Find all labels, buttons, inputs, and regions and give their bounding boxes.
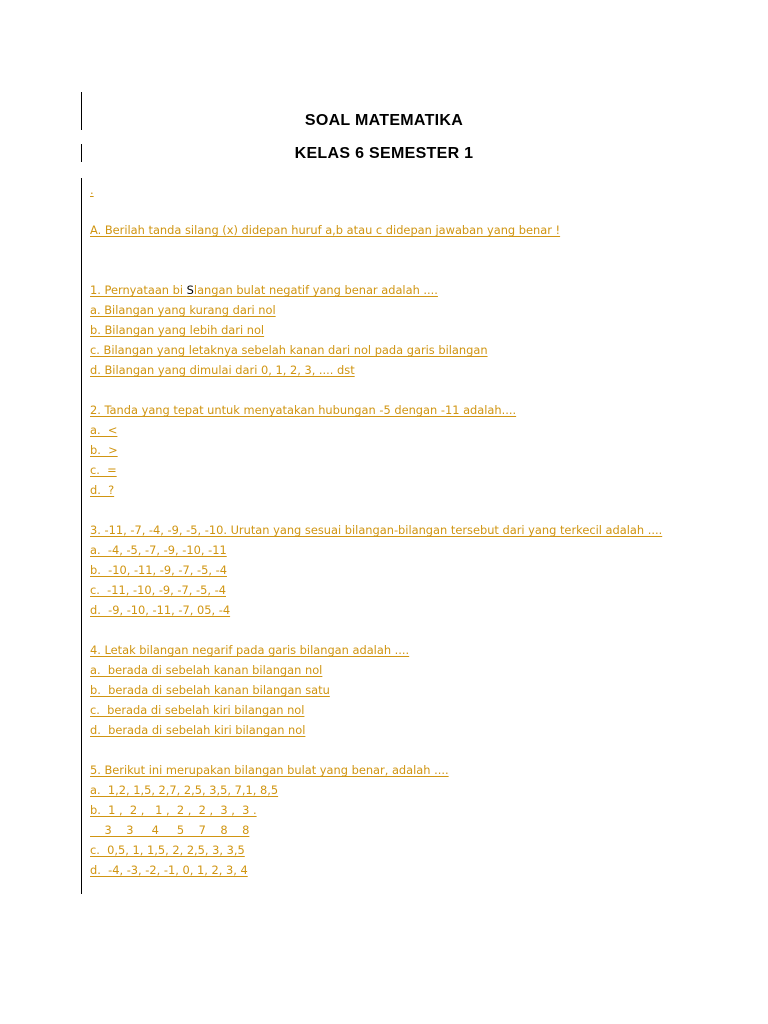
q5-option-c: c. 0,5, 1, 1,5, 2, 2,5, 3, 3,5 [90, 843, 245, 857]
question-5: 5. Berikut ini merupakan bilangan bulat yang benar, adalah .... [90, 763, 449, 777]
dot-marker: . [90, 183, 94, 197]
q5-option-a: a. 1,2, 1,5, 2,7, 2,5, 3,5, 7,1, 8,5 [90, 783, 279, 797]
q1-option-c: c. Bilangan yang letaknya sebelah kanan dari nol pada garis bilangan [90, 343, 488, 357]
q1-option-a: a. Bilangan yang kurang dari nol [90, 303, 276, 317]
q1-option-d: d. Bilangan yang dimulai dari 0, 1, 2, 3, .... dst [90, 363, 355, 377]
q5-option-b: b. 1 , 2 , 1 , 2 , 2 , 3 , 3 . [90, 803, 257, 817]
q3-option-a: a. -4, -5, -7, -9, -10, -11 [90, 543, 227, 557]
page-title: SOAL MATEMATIKA [304, 112, 464, 129]
q4-option-a: a. berada di sebelah kanan bilangan nol [90, 663, 323, 677]
q5-option-b-continued: 3 3 4 5 7 8 8 [90, 823, 250, 837]
q2-option-c: c. = [90, 463, 117, 477]
question-1-text-a: 1. Pernyataan bi [90, 283, 187, 297]
q4-option-d: d. berada di sebelah kiri bilangan nol [90, 723, 306, 737]
q2-option-b: b. > [90, 443, 118, 457]
page-subtitle: KELAS 6 SEMESTER 1 [294, 145, 474, 162]
q4-option-c: c. berada di sebelah kiri bilangan nol [90, 703, 305, 717]
q4-option-b: b. berada di sebelah kanan bilangan satu [90, 683, 330, 697]
q2-option-a: a. < [90, 423, 118, 437]
question-3: 3. -11, -7, -4, -9, -5, -10. Urutan yang sesuai bilangan-bilangan tersebut dari yang terkecil adalah .... [90, 523, 663, 537]
q3-option-c: c. -11, -10, -9, -7, -5, -4 [90, 583, 226, 597]
q3-option-d: d. -9, -10, -11, -7, 05, -4 [90, 603, 231, 617]
question-4: 4. Letak bilangan negarif pada garis bilangan adalah .... [90, 643, 410, 657]
q2-option-d: d. ? [90, 483, 115, 497]
q1-option-b: b. Bilangan yang lebih dari nol [90, 323, 265, 337]
q5-option-d: d. -4, -3, -2, -1, 0, 1, 2, 3, 4 [90, 863, 248, 877]
instruction: A. Berilah tanda silang (x) didepan huruf a,b atau c didepan jawaban yang benar ! [90, 223, 561, 237]
question-2: 2. Tanda yang tepat untuk menyatakan hubungan -5 dengan -11 adalah.... [90, 403, 517, 417]
question-1 [90, 280, 750, 300]
q3-option-b: b. -10, -11, -9, -7, -5, -4 [90, 563, 227, 577]
question-1-text-b: langan bulat negatif yang benar adalah .... [193, 283, 438, 297]
question-1-highlight: S [186, 283, 194, 297]
margin-bar-long [81, 178, 82, 894]
question-list [90, 180, 750, 880]
